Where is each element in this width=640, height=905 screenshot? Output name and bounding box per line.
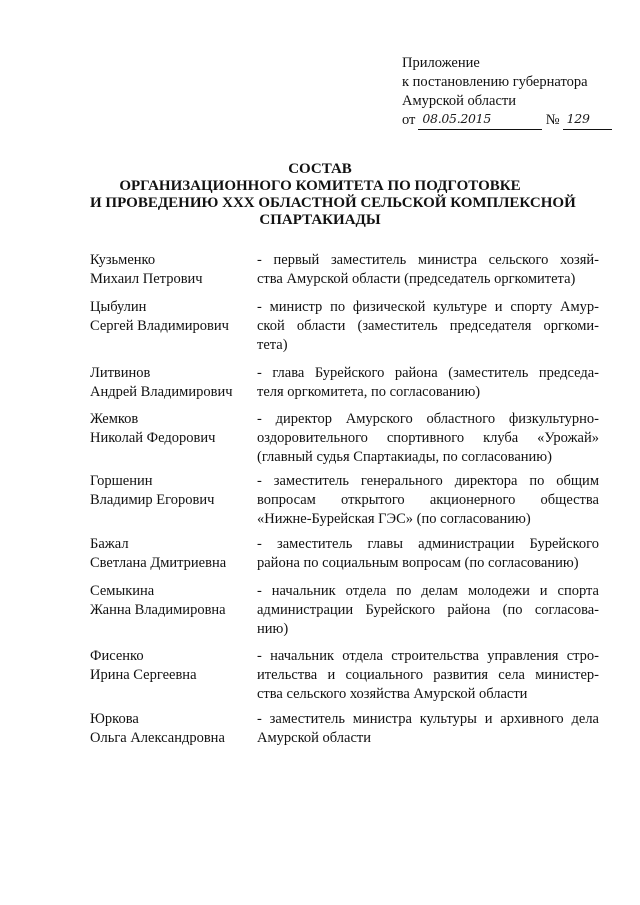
member-role — [257, 535, 599, 573]
member-given-names: Андрей Владимирович — [90, 384, 233, 400]
member-name — [90, 251, 250, 289]
role-line: теля оргкомитета, по согласованию) — [257, 384, 481, 400]
title-line-4: СПАРТАКИАДЫ — [259, 212, 381, 228]
member-given-names: Светлана Дмитриевна — [90, 555, 227, 571]
member-role — [257, 251, 599, 289]
member-given-names: Ирина Сергеевна — [90, 667, 197, 683]
member-name — [90, 647, 250, 685]
member-given-names: Жанна Владимировна — [90, 602, 226, 618]
date-field — [418, 113, 541, 130]
title-line-1: СОСТАВ — [288, 161, 352, 177]
role-line: - заместитель главы администрации Бурейского — [257, 536, 599, 552]
role-line: администрации Бурейского района (по согласова- — [257, 602, 599, 618]
member-surname: Горшенин — [90, 473, 153, 489]
title-line-3: И ПРОВЕДЕНИЮ XXX ОБЛАСТНОЙ СЕЛЬСКОЙ КОМПЛЕКСНОЙ — [90, 195, 576, 211]
appendix-title: Приложение — [402, 55, 480, 71]
member-role — [257, 647, 599, 704]
handwritten-date: 08.05.2015 — [422, 111, 491, 126]
role-line: «Нижне-Бурейская ГЭС» (по согласованию) — [257, 511, 531, 527]
member-name — [90, 364, 250, 402]
member-role — [257, 472, 599, 529]
member-name — [90, 410, 250, 448]
member-name — [90, 472, 250, 510]
role-line: - заместитель министра культуры и архивного дела — [257, 711, 599, 727]
member-surname: Литвинов — [90, 365, 151, 381]
number-sign: № — [545, 112, 560, 128]
member-role — [257, 582, 599, 639]
member-name — [90, 535, 250, 573]
member-surname: Юркова — [90, 711, 139, 727]
member-name — [90, 298, 250, 336]
appendix-region-line: Амурской области — [402, 93, 516, 109]
member-role — [257, 410, 599, 467]
member-given-names: Николай Федорович — [90, 430, 216, 446]
title-line-2: ОРГАНИЗАЦИОННОГО КОМИТЕТА ПО ПОДГОТОВКЕ — [119, 178, 521, 194]
role-line: ской области (заместитель председателя оргкоми- — [257, 318, 599, 334]
role-line: - директор Амурского областного физкультурно- — [257, 411, 599, 427]
member-role — [257, 364, 599, 402]
role-line: - глава Бурейского района (заместитель председа- — [257, 365, 599, 381]
document-title — [90, 161, 576, 229]
role-line: - заместитель генерального директора по общим — [257, 473, 599, 489]
from-label: от — [402, 112, 416, 128]
member-surname: Бажал — [90, 536, 129, 552]
member-given-names: Михаил Петрович — [90, 271, 203, 287]
role-line: вопросам открытого акционерного общества — [257, 492, 599, 508]
role-line: (главный судья Спартакиады, по согласованию) — [257, 449, 552, 465]
appendix-resolution-line: к постановлению губернатора — [402, 74, 588, 90]
role-line: ительства и социального развития села министер- — [257, 667, 599, 683]
member-surname: Цыбулин — [90, 299, 147, 315]
member-surname: Фисенко — [90, 648, 144, 664]
appendix-date-number-row — [402, 111, 612, 130]
role-line: тета) — [257, 337, 288, 353]
role-line: Амурской области — [257, 730, 371, 746]
member-role — [257, 298, 599, 355]
role-line: района по социальным вопросам (по согласованию) — [257, 555, 579, 571]
role-line: оздоровительного спортивного клуба «Урожай» — [257, 430, 599, 446]
member-given-names: Владимир Егорович — [90, 492, 215, 508]
role-line: - первый заместитель министра сельского хозяй- — [257, 252, 599, 268]
member-surname: Кузьменко — [90, 252, 156, 268]
role-line: - начальник отдела строительства управления стро- — [257, 648, 599, 664]
number-field — [563, 113, 612, 130]
member-given-names: Ольга Александровна — [90, 730, 225, 746]
handwritten-number: 129 — [566, 111, 590, 126]
member-name — [90, 710, 250, 748]
member-surname: Семыкина — [90, 583, 155, 599]
role-line: ства Амурской области (председатель оргкомитета) — [257, 271, 576, 287]
member-surname: Жемков — [90, 411, 139, 427]
member-role — [257, 710, 599, 748]
appendix-block — [402, 54, 612, 130]
role-line: - министр по физической культуре и спорту Амур- — [257, 299, 599, 315]
role-line: нию) — [257, 621, 289, 637]
member-given-names: Сергей Владимирович — [90, 318, 229, 334]
role-line: ства сельского хозяйства Амурской области — [257, 686, 528, 702]
member-name — [90, 582, 250, 620]
role-line: - начальник отдела по делам молодежи и спорта — [257, 583, 599, 599]
